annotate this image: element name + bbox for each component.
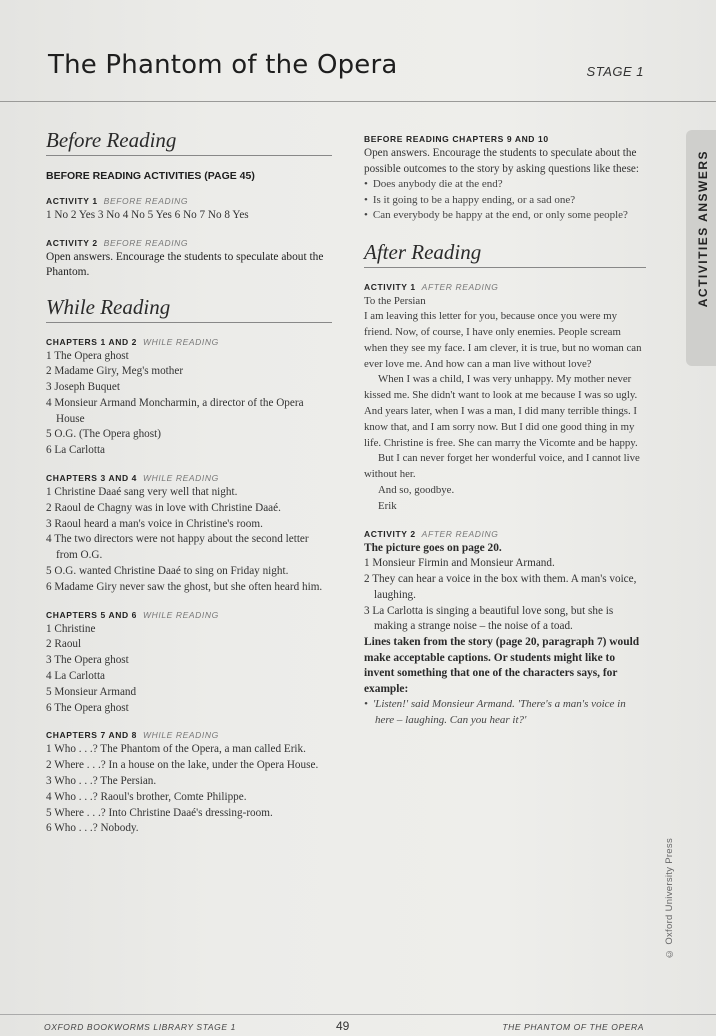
while-reading-heading: While Reading [46, 295, 332, 323]
publisher-credit: © Oxford University Press [664, 838, 675, 959]
list-item: 4 Who . . .? Raoul's brother, Comte Philippe. [46, 790, 247, 803]
list-item: 5 Where . . .? Into Christine Daaé's dressing-room. [46, 806, 273, 819]
before-reading-heading: Before Reading [46, 128, 332, 156]
list-item: • Does anybody die at the end? [364, 177, 646, 193]
list-item: 5 O.G. (The Opera ghost) [46, 428, 161, 441]
list-item: 3 Joseph Buquet [46, 381, 120, 394]
list-item: 3 The Opera ghost [46, 654, 129, 667]
list-item: • 'Listen!' said Monsieur Armand. 'There's a man's voice in here – laughing. Can you hear it?' [364, 697, 646, 728]
list-item: 6 Madame Giry never saw the ghost, but she often heard him. [46, 580, 323, 593]
list-item: 1 Who . . .? The Phantom of the Opera, a man called Erik. [46, 743, 306, 756]
list-item: 1 Christine [46, 622, 96, 635]
chapter-label: CHAPTERS 1 AND 2 WHILE READING [46, 336, 219, 347]
list-item: 2 Raoul [46, 638, 82, 651]
letter-text [364, 294, 646, 515]
activity-label: ACTIVITY 1 BEFORE READING [46, 196, 189, 206]
list-item: 1 Monsieur Firmin and Monsieur Armand. [364, 557, 555, 570]
activity-label: ACTIVITY 2 AFTER READING [364, 528, 499, 539]
answer-list [46, 742, 332, 837]
letter-paragraph: I am leaving this letter for you, because once you were my friend. Now, of course, I have only enemies. People scream when they see my face. I am clever, it is true, but no woman can ever love me. And how can a man live without love? [364, 310, 642, 370]
list-item: 5 O.G. wanted Christine Daaé to sing on Friday night. [46, 565, 289, 578]
list-item: 2 Where . . .? In a house on the lake, under the Opera House. [46, 759, 319, 772]
list-item: 1 The Opera ghost [46, 349, 129, 362]
side-tab-label: ACTIVITIES ANSWERS [696, 150, 710, 308]
list-item: 2 They can hear a voice in the box with them. A man's voice, laughing. [364, 572, 637, 601]
list-item: 5 Monsieur Armand [46, 685, 137, 698]
chapter-label: BEFORE READING CHAPTERS 9 AND 10 [364, 134, 549, 144]
header-rule [0, 101, 716, 102]
list-item: 1 Christine Daaé sang very well that night. [46, 486, 238, 499]
list-item: 6 La Carlotta [46, 444, 106, 457]
activity-text: Open answers. Encourage the students to speculate about the Phantom. [46, 250, 324, 278]
list-item: 2 Madame Giry, Meg's mother [46, 365, 184, 378]
chapter-label: CHAPTERS 5 AND 6 WHILE READING [46, 609, 219, 620]
page-title: The Phantom of the Opera [48, 50, 398, 80]
letter-greeting: To the Persian [364, 294, 426, 307]
activity-label: ACTIVITY 2 BEFORE READING [46, 237, 189, 248]
letter-signature: Erik [378, 499, 397, 512]
letter-paragraph: When I was a child, I was very unhappy. My mother never kissed me. She didn't want to look at me because I was so ugly. And years later, when I was a man, I did many terrible things. I know that, and I am sorry now. But I did one good thing in my life. Christine is free. She can marry the Vicomte and be happy. [364, 373, 638, 449]
footer-series: OXFORD BOOKWORMS LIBRARY STAGE 1 [44, 1022, 236, 1032]
chapter-label: CHAPTERS 7 AND 8 WHILE READING [46, 730, 219, 741]
list-item: 4 The two directors were not happy about the second letter from O.G. [46, 533, 309, 562]
footer-rule [0, 1014, 716, 1015]
list-item: 3 Who . . .? The Persian. [46, 775, 157, 788]
list-item: 6 The Opera ghost [46, 701, 129, 714]
after-reading-heading: After Reading [364, 240, 646, 268]
activity-answers: 1 No 2 Yes 3 No 4 No 5 Yes 6 No 7 No 8 Yes [46, 209, 249, 221]
answer-list [46, 485, 332, 596]
answer-list [46, 622, 332, 717]
stage-label: STAGE 1 [586, 64, 644, 79]
activity-label: ACTIVITY 1 AFTER READING [364, 281, 499, 292]
list-item: 6 Who . . .? Nobody. [46, 822, 139, 835]
list-item: • Can everybody be happy at the end, or only some people? [364, 208, 646, 224]
list-item: 2 Raoul de Chagny was in love with Christine Daaé. [46, 501, 281, 514]
answer-list [364, 556, 646, 635]
letter-paragraph: But I can never forget her wonderful voice, and I cannot live without her. [364, 452, 640, 481]
intro-text: Open answers. Encourage the students to speculate about the possible outcomes to the story by asking questions like these: [364, 147, 639, 175]
list-item: 3 Raoul heard a man's voice in Christine's room. [46, 517, 263, 530]
answer-list [46, 349, 332, 460]
left-column [46, 128, 332, 837]
list-item: 4 La Carlotta [46, 670, 106, 683]
before-reading-subheading: BEFORE READING ACTIVITIES (PAGE 45) [46, 170, 255, 182]
footer-book-title: THE PHANTOM OF THE OPERA [502, 1022, 644, 1032]
list-item: 3 La Carlotta is singing a beautiful love song, but she is making a strange noise – the noise of a toad. [364, 604, 614, 633]
letter-paragraph: And so, goodbye. [378, 484, 455, 497]
right-column [364, 134, 646, 728]
page-number: 49 [336, 1019, 350, 1033]
chapter-label: CHAPTERS 3 AND 4 WHILE READING [46, 473, 219, 484]
list-item: • Is it going to be a happy ending, or a sad one? [364, 193, 646, 209]
list-item: 4 Monsieur Armand Moncharmin, a director of the Opera House [46, 396, 304, 425]
activity-intro: The picture goes on page 20. [364, 541, 502, 554]
activity-note: Lines taken from the story (page 20, paragraph 7) would make acceptable captions. Or students might like to invent something that one of the characters says, for example: [364, 636, 640, 695]
question-list [364, 177, 646, 224]
quote-list [364, 697, 646, 728]
